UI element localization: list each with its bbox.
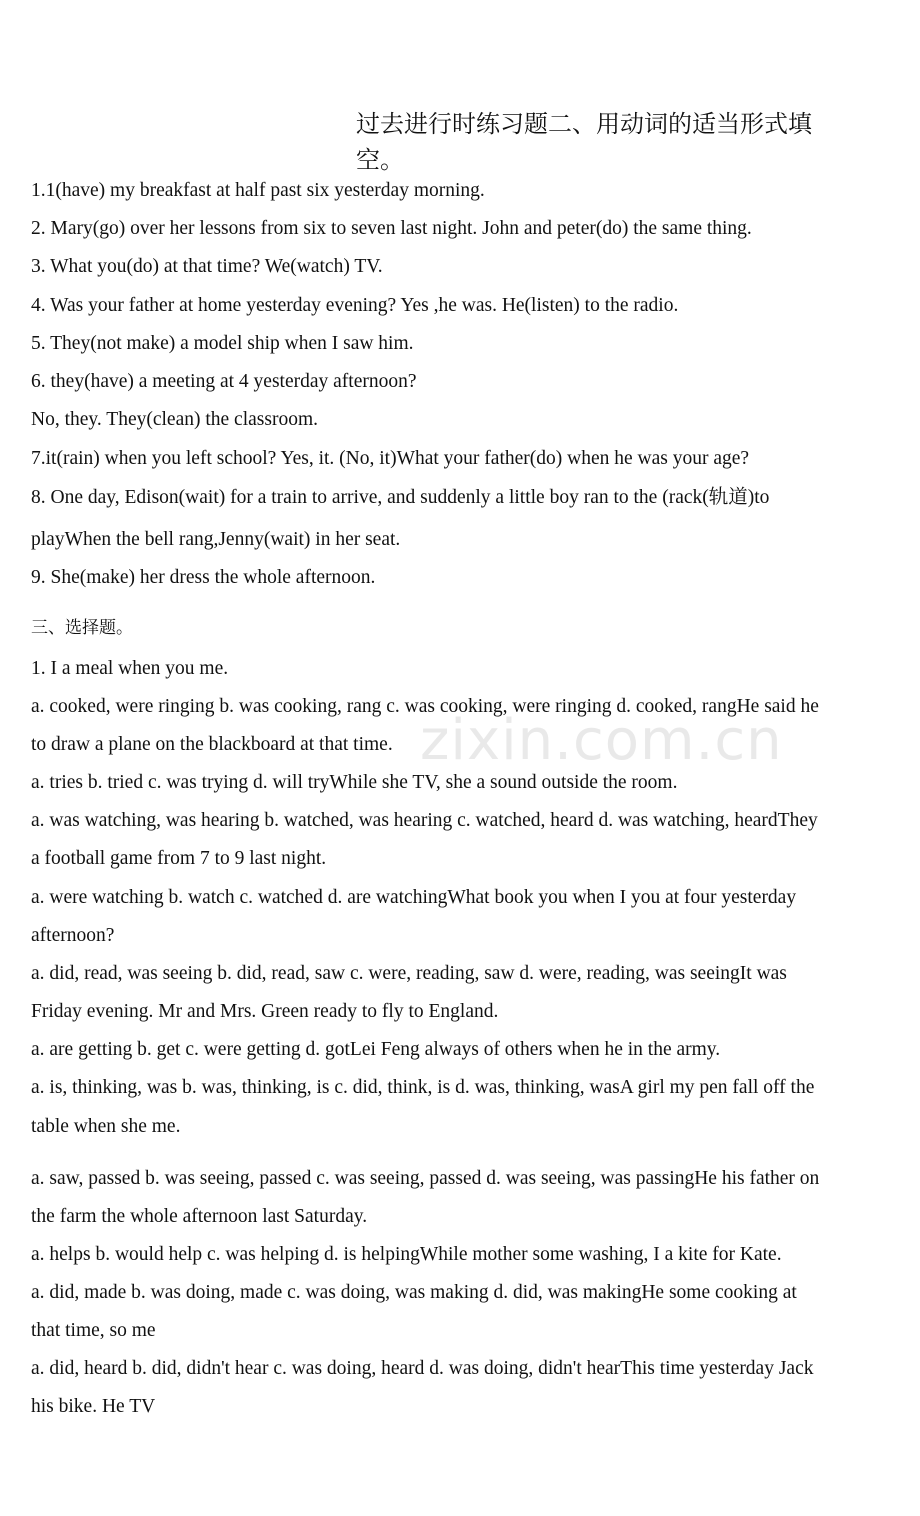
exercise-line: playWhen the bell rang,Jenny(wait) in her seat. (31, 529, 401, 550)
options-line: a. tries b. tried c. was trying d. will tryWhile she TV, she a sound outside the room. (31, 772, 678, 793)
exercise-line: 9. She(make) her dress the whole afternoon. (31, 567, 376, 588)
options-line: a. was watching, was hearing b. watched, was hearing c. watched, heard d. was watching, heardThey (31, 810, 818, 831)
exercise-line: No, they. They(clean) the classroom. (31, 409, 318, 430)
options-line: a. saw, passed b. was seeing, passed c. was seeing, passed d. was seeing, was passingHe his father on (31, 1168, 820, 1189)
section-heading: 三、选择题。 (31, 618, 133, 638)
options-line: a. were watching b. watch c. watched d. are watchingWhat book you when I you at four yesterday (31, 887, 797, 908)
question-line: afternoon? (31, 925, 115, 946)
question-line: Friday evening. Mr and Mrs. Green ready to fly to England. (31, 1001, 499, 1022)
options-line: a. did, made b. was doing, made c. was doing, was making d. did, was makingHe some cooking at (31, 1282, 797, 1303)
exercise-line: 5. They(not make) a model ship when I saw him. (31, 333, 414, 354)
exercise-line: 7.it(rain) when you left school? Yes, it. (No, it)What your father(do) when he was your age? (31, 448, 750, 469)
exercise-line: 8. One day, Edison(wait) for a train to arrive, and suddenly a little boy ran to the (rack(轨道)to (31, 487, 770, 508)
exercise-line: 3. What you(do) at that time? We(watch) TV. (31, 256, 383, 277)
page-title: 过去进行时练习题二、用动词的适当形式填空。 (356, 110, 812, 174)
question-line: a football game from 7 to 9 last night. (31, 848, 327, 869)
question-line: table when she me. (31, 1116, 181, 1137)
exercise-line: 1.1(have) my breakfast at half past six yesterday morning. (31, 180, 485, 201)
question-line: 1. I a meal when you me. (31, 658, 229, 679)
options-line: a. cooked, were ringing b. was cooking, rang c. was cooking, were ringing d. cooked, rangHe said he (31, 696, 819, 717)
options-line: a. are getting b. get c. were getting d. gotLei Feng always of others when he in the army. (31, 1039, 721, 1060)
options-line: a. did, heard b. did, didn't hear c. was doing, heard d. was doing, didn't hearThis time yesterday Jack (31, 1358, 814, 1379)
question-line: the farm the whole afternoon last Saturday. (31, 1206, 368, 1227)
exercise-line: 4. Was your father at home yesterday evening? Yes ,he was. He(listen) to the radio. (31, 295, 679, 316)
question-line: to draw a plane on the blackboard at that time. (31, 734, 393, 755)
options-line: a. did, read, was seeing b. did, read, saw c. were, reading, saw d. were, reading, was seeingIt was (31, 963, 787, 984)
exercise-line: 6. they(have) a meeting at 4 yesterday afternoon? (31, 371, 417, 392)
question-line: that time, so me (31, 1320, 156, 1341)
exercise-line: 2. Mary(go) over her lessons from six to seven last night. John and peter(do) the same thing. (31, 218, 752, 239)
watermark: zixin.com.cn (420, 708, 783, 773)
options-line: a. is, thinking, was b. was, thinking, is c. did, think, is d. was, thinking, wasA girl my pen fall off the (31, 1077, 815, 1098)
options-line: a. helps b. would help c. was helping d. is helpingWhile mother some washing, I a kite for Kate. (31, 1244, 782, 1265)
question-line: his bike. He TV (31, 1396, 156, 1417)
